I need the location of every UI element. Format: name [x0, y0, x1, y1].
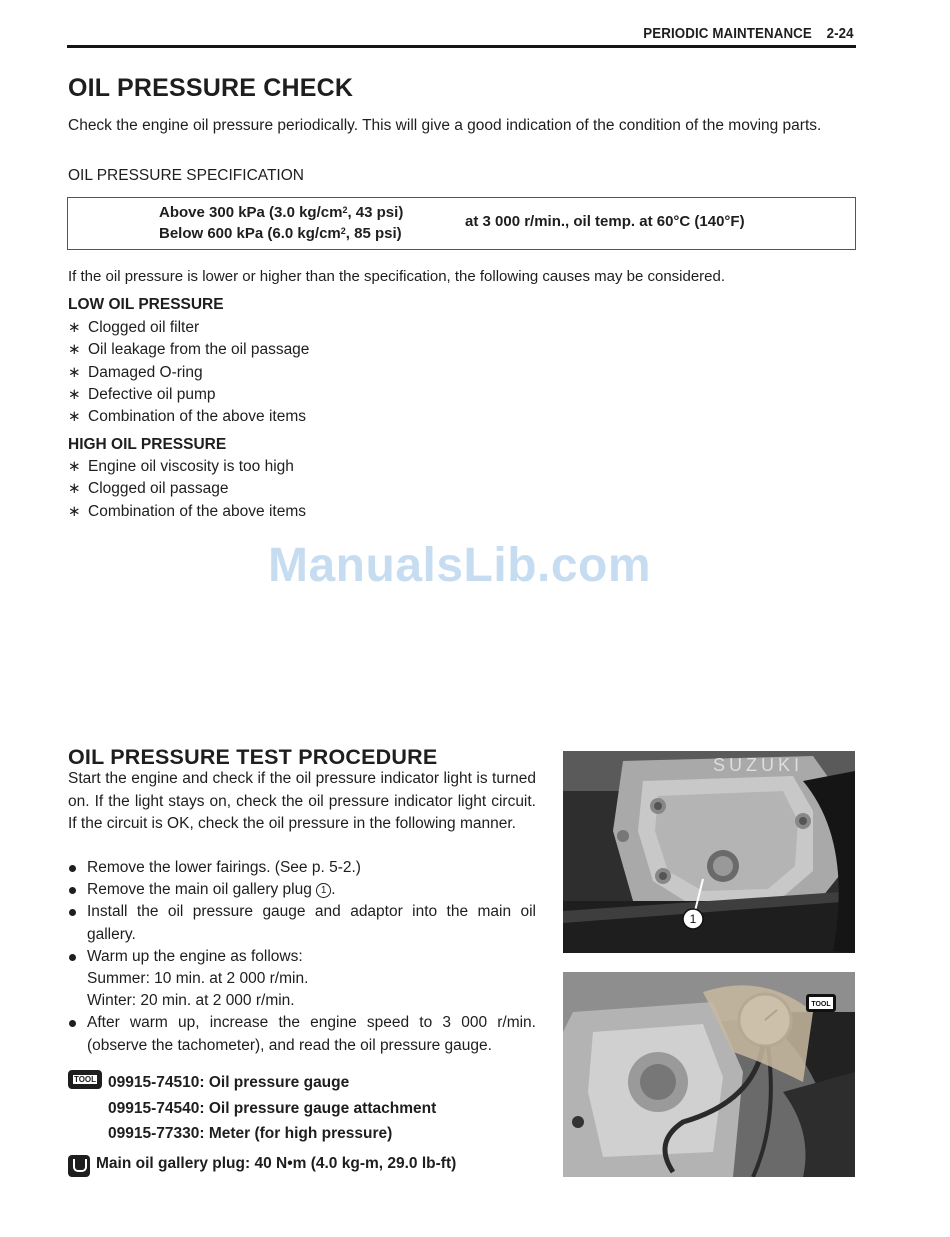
list-item: ∗ Oil leakage from the oil passage — [68, 339, 309, 361]
watermark: ManualsLib.com — [268, 539, 652, 592]
torque-wrench-icon — [68, 1155, 90, 1177]
engine-photo-pressure-gauge — [563, 972, 855, 1177]
tool-icon-label: TOOL — [73, 1075, 97, 1084]
list-item: ∗ Damaged O-ring — [68, 362, 309, 384]
step-text: Remove the lower fairings. (See p. 5-2.) — [87, 859, 361, 876]
section-title-test-procedure: OIL PRESSURE TEST PROCEDURE — [68, 745, 438, 769]
list-item: ∗ Combination of the above items — [68, 501, 306, 523]
tool-icon-label: TOOL — [811, 1001, 831, 1008]
list-item: ∗ Clogged oil passage — [68, 478, 306, 500]
gauge-photo-graphic — [563, 972, 855, 1177]
cause-paragraph: If the oil pressure is lower or higher than the specification, the following causes may be considered. — [68, 268, 726, 285]
step-winter: Winter: 20 min. at 2 000 r/min. — [87, 992, 295, 1010]
section-title-oil-pressure-check: OIL PRESSURE CHECK — [68, 74, 354, 102]
step-summer: Summer: 10 min. at 2 000 r/min. — [87, 970, 309, 988]
header-text — [644, 26, 854, 42]
step-text: Remove the main oil gallery plug — [87, 881, 312, 899]
list-item: ∗ Clogged oil filter — [68, 317, 309, 339]
spec-condition: at 3 000 r/min., oil temp. at 60°C (140°F) — [465, 213, 745, 230]
spec-above-psi: , 43 psi) — [347, 204, 404, 221]
page-header — [67, 24, 856, 48]
header-section: PERIODIC MAINTENANCE — [643, 26, 813, 42]
step-item — [68, 901, 536, 945]
engine-photo-graphic — [563, 751, 855, 953]
spec-exponent: 2 — [342, 205, 348, 215]
list-item: ∗ Combination of the above items — [68, 406, 309, 428]
step-text: After warm up, increase the engine speed to 3 000 r/min. (observe the tachometer), and read the oil pressure gauge. — [87, 1014, 536, 1054]
step-text: Install the oil pressure gauge and adaptor into the main oil gallery. — [87, 903, 536, 943]
spec-below-text: Below 600 kPa (6.0 kg/cm — [159, 225, 341, 242]
callout-number: 1 — [689, 912, 697, 926]
list-item: ∗ Defective oil pump — [68, 384, 309, 406]
engine-photo-oil-gallery-plug — [563, 751, 855, 953]
tool-icon — [68, 1070, 102, 1089]
step-item — [68, 1012, 536, 1056]
intro-paragraph: Check the engine oil pressure periodically. This will give a good indication of the condition of the moving parts. — [68, 117, 822, 134]
spec-above — [159, 202, 403, 223]
tool-item: 09915-77330: Meter (for high pressure) — [108, 1125, 393, 1142]
spec-table — [67, 197, 856, 250]
torque-spec: Main oil gallery plug: 40 N•m (4.0 kg-m, 29.0 lb-ft) — [96, 1155, 457, 1172]
spec-above-text: Above 300 kPa (3.0 kg/cm — [159, 204, 343, 221]
spec-below — [159, 223, 403, 244]
callout-number: 1 — [316, 883, 331, 898]
low-pressure-heading: LOW OIL PRESSURE — [68, 296, 224, 313]
header-page-number: 2-24 — [826, 26, 854, 42]
step-item — [68, 857, 536, 879]
step-item — [68, 879, 536, 901]
procedure-steps — [68, 857, 536, 1057]
spec-label: OIL PRESSURE SPECIFICATION — [68, 167, 304, 184]
list-item: ∗ Engine oil viscosity is too high — [68, 456, 306, 478]
engine-brand-text: SUZUKI — [713, 755, 804, 775]
spec-below-psi: , 85 psi) — [345, 225, 402, 242]
tool-list — [108, 1070, 436, 1147]
procedure-intro: Start the engine and check if the oil pressure indicator light is turned on. If the light stays on, check the oil pressure indicator light circuit. If the circuit is OK, check the oil pressure in the following manner. — [68, 770, 536, 832]
tool-item: 09915-74540: Oil pressure gauge attachment — [108, 1099, 437, 1117]
high-pressure-list — [68, 456, 306, 523]
step-text: Warm up the engine as follows: — [87, 947, 303, 965]
low-pressure-list — [68, 317, 309, 428]
step-item — [68, 946, 536, 1013]
spec-exponent: 2 — [340, 226, 346, 236]
tool-item: 09915-74510: Oil pressure gauge — [108, 1074, 350, 1091]
spec-range — [159, 202, 403, 244]
high-pressure-heading: HIGH OIL PRESSURE — [68, 436, 227, 453]
step-text-end: . — [331, 881, 336, 899]
